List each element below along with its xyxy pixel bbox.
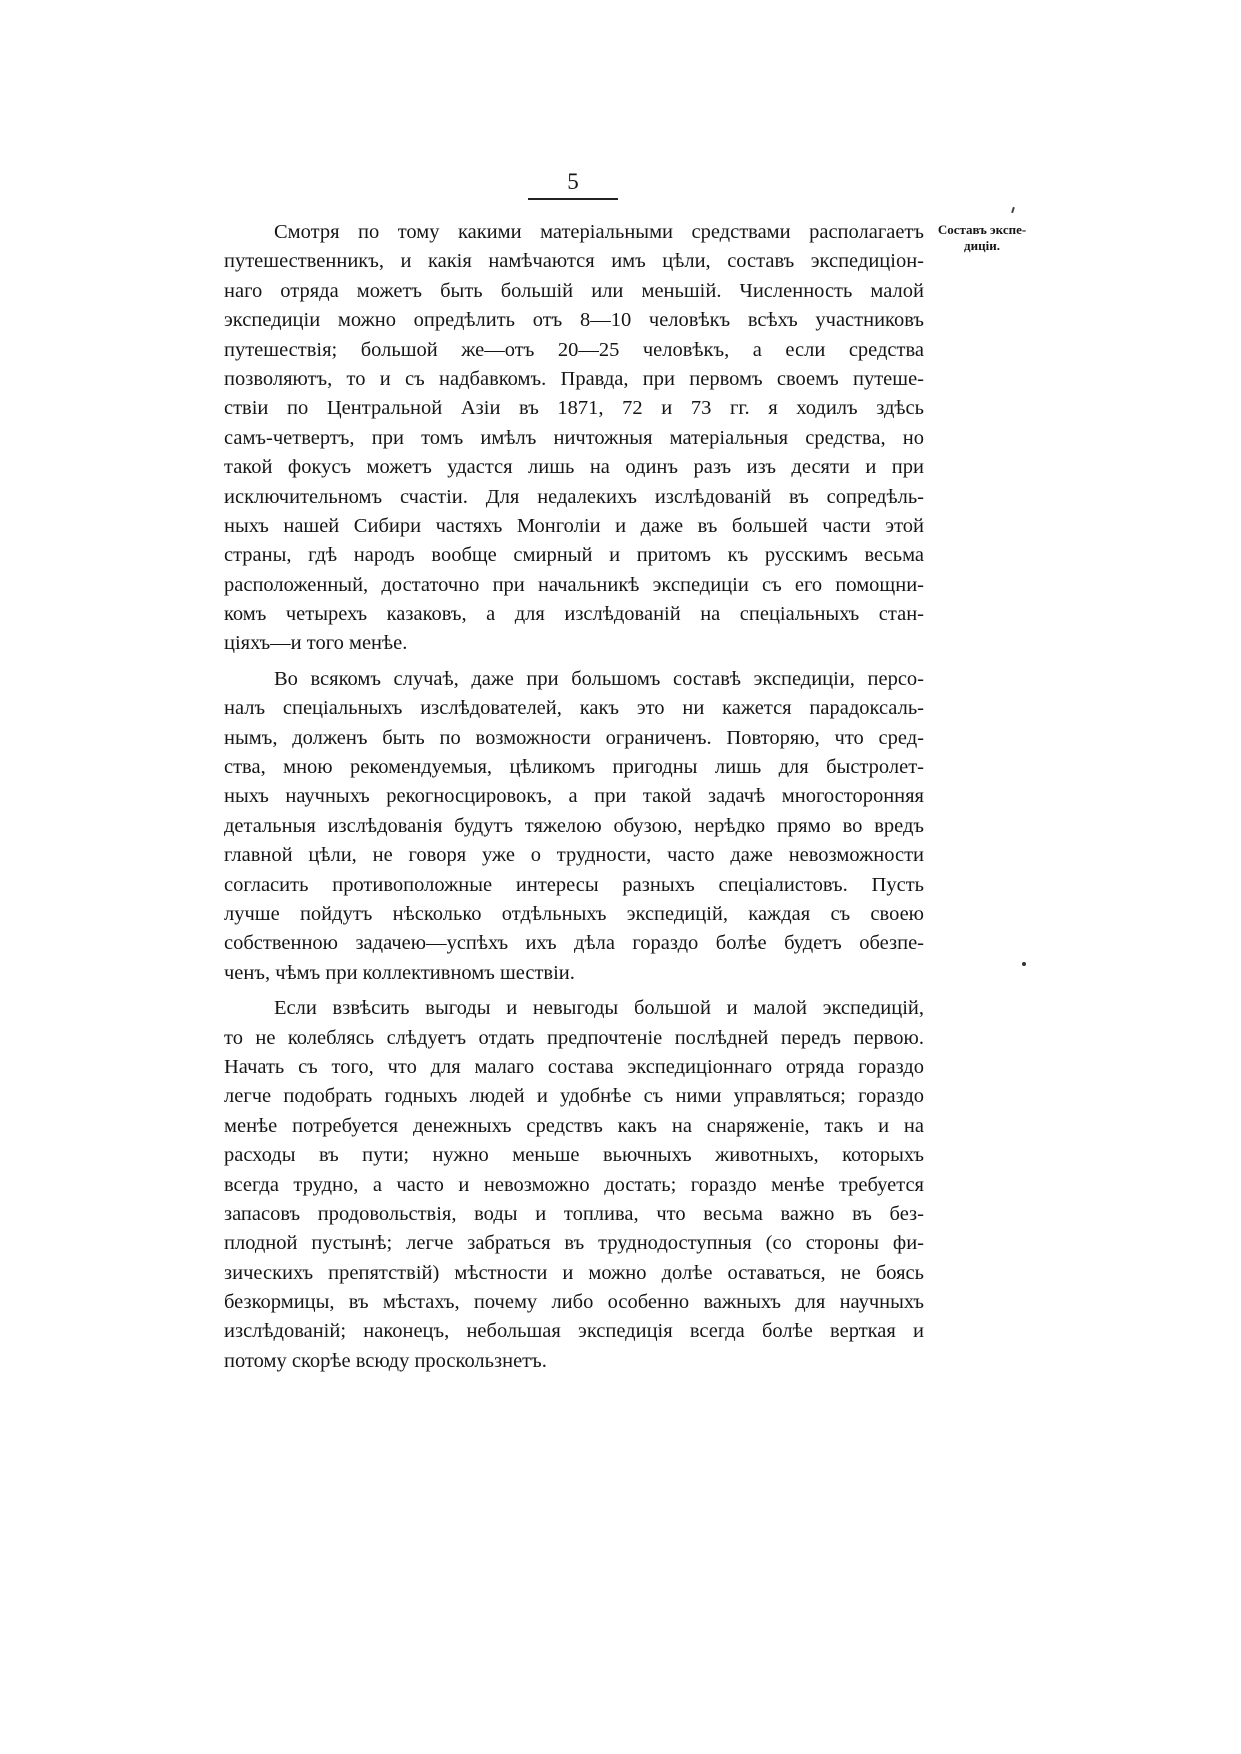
text-line: плодной пустынѣ; легче забраться въ труднодоступныя (со стороны фи- xyxy=(224,1232,924,1255)
text-line: безкормицы, въ мѣстахъ, почему либо особенно важныхъ для научныхъ xyxy=(224,1291,924,1314)
text-line: детальныя изслѣдованія будутъ тяжелою обузою, нерѣдко прямо во вредъ xyxy=(224,814,924,837)
text-line: лучше пойдутъ нѣсколько отдѣльныхъ экспедицій, каждая съ своею xyxy=(224,902,924,925)
text-line: Во всякомъ случаѣ, даже при большомъ составѣ экспедиціи, персо- xyxy=(274,667,924,690)
page-number: 5 xyxy=(528,168,618,200)
text-line: наго отряда можетъ быть большій или меньшій. Численность малой xyxy=(224,279,924,302)
text-line: позволяютъ, то и съ надбавкомъ. Правда, при первомъ своемъ путеше- xyxy=(224,367,924,390)
text-line: Начать съ того, что для малаго состава экспедиціоннаго отряда гораздо xyxy=(224,1055,924,1078)
text-line: комъ четырехъ казаковъ, а для изслѣдованій на спеціальныхъ стан- xyxy=(224,603,924,626)
text-line: менѣе потребуется денежныхъ средствъ какъ на снаряженіе, такъ и на xyxy=(224,1114,924,1137)
text-line: путешествія; большой же—отъ 20—25 человѣкъ, а если средства xyxy=(224,338,924,361)
text-line: запасовъ продовольствія, воды и топлива, что весьма важно въ без- xyxy=(224,1202,924,1225)
text-line: Если взвѣсить выгоды и невыгоды большой и малой экспедицій, xyxy=(274,997,924,1020)
paragraph xyxy=(224,994,924,1376)
text-line: налъ спеціальныхъ изслѣдователей, какъ это ни кажется парадоксаль- xyxy=(224,697,924,720)
text-line: главной цѣли, не говоря уже о трудности, часто даже невозможности xyxy=(224,844,924,867)
text-line: согласить противоположные интересы разныхъ спеціалистовъ. Пусть xyxy=(224,873,924,896)
text-line: путешественникъ, и какія намѣчаются имъ цѣли, составъ экспедиціон- xyxy=(224,250,924,273)
text-line: экспедиціи можно опредѣлить отъ 8—10 человѣкъ всѣхъ участниковъ xyxy=(224,309,924,332)
text-line: Смотря по тому какими матеріальными средствами располагаетъ xyxy=(274,221,924,243)
text-line: ціяхъ—и того менѣе. xyxy=(224,632,408,655)
text-line: расходы въ пути; нужно меньше вьючныхъ животныхъ, которыхъ xyxy=(224,1144,924,1167)
text-line: расположенный, достаточно при начальникѣ экспедиціи съ его помощни- xyxy=(224,573,924,596)
margin-note-line: Составъ экспе- xyxy=(937,222,1027,237)
text-line: ныхъ научныхъ рекогносцировокъ, а при такой задачѣ многосторонняя xyxy=(224,785,924,808)
text-line: всегда трудно, а часто и невозможно достать; гораздо менѣе требуется xyxy=(224,1173,924,1196)
text-line: ства, мною рекомендуемыя, цѣликомъ пригодны лишь для быстролет- xyxy=(224,756,924,779)
text-line: ныхъ нашей Сибири частяхъ Монголіи и даже въ большей части этой xyxy=(224,514,924,537)
text-line: зическихъ препятствій) мѣстности и можно долѣе оставаться, не боясь xyxy=(224,1261,924,1284)
text-line: собственною задачею—успѣхъ ихъ дѣла гораздо болѣе будетъ обезпе- xyxy=(224,932,924,955)
text-line: ченъ, чѣмъ при коллективномъ шествіи. xyxy=(224,961,575,984)
text-line: нымъ, долженъ быть по возможности ограниченъ. Повторяю, что сред- xyxy=(224,726,924,749)
margin-note xyxy=(928,222,1036,254)
margin-tick-mark xyxy=(1011,207,1015,213)
text-line: то не колеблясь слѣдуетъ отдать предпочтеніе послѣдней передъ первою. xyxy=(224,1026,924,1049)
text-line: потому скорѣе всюду проскользнетъ. xyxy=(224,1349,547,1372)
text-line: исключительномъ счастіи. Для недалекихъ изслѣдованій въ сопредѣль- xyxy=(224,485,924,508)
text-line: ствіи по Центральной Азіи въ 1871, 72 и 73 гг. я ходилъ здѣсь xyxy=(224,397,924,420)
paragraph xyxy=(224,665,924,988)
margin-note-line: диціи. xyxy=(964,238,1000,253)
text-line: легче подобрать годныхъ людей и удобнѣе съ ними управляться; гораздо xyxy=(224,1085,924,1108)
paragraph xyxy=(224,218,924,659)
text-line: изслѣдованій; наконецъ, небольшая экспедиція всегда болѣе верткая и xyxy=(224,1320,924,1343)
text-line: страны, гдѣ народъ вообще смирный и притомъ къ русскимъ весьма xyxy=(224,544,924,567)
body-text xyxy=(224,218,924,1376)
margin-dot-mark xyxy=(1022,962,1026,966)
text-line: такой фокусъ можетъ удастся лишь на одинъ разъ изъ десяти и при xyxy=(224,456,924,479)
text-line: самъ-четвертъ, при томъ имѣлъ ничтожныя матеріальныя средства, но xyxy=(224,426,924,449)
